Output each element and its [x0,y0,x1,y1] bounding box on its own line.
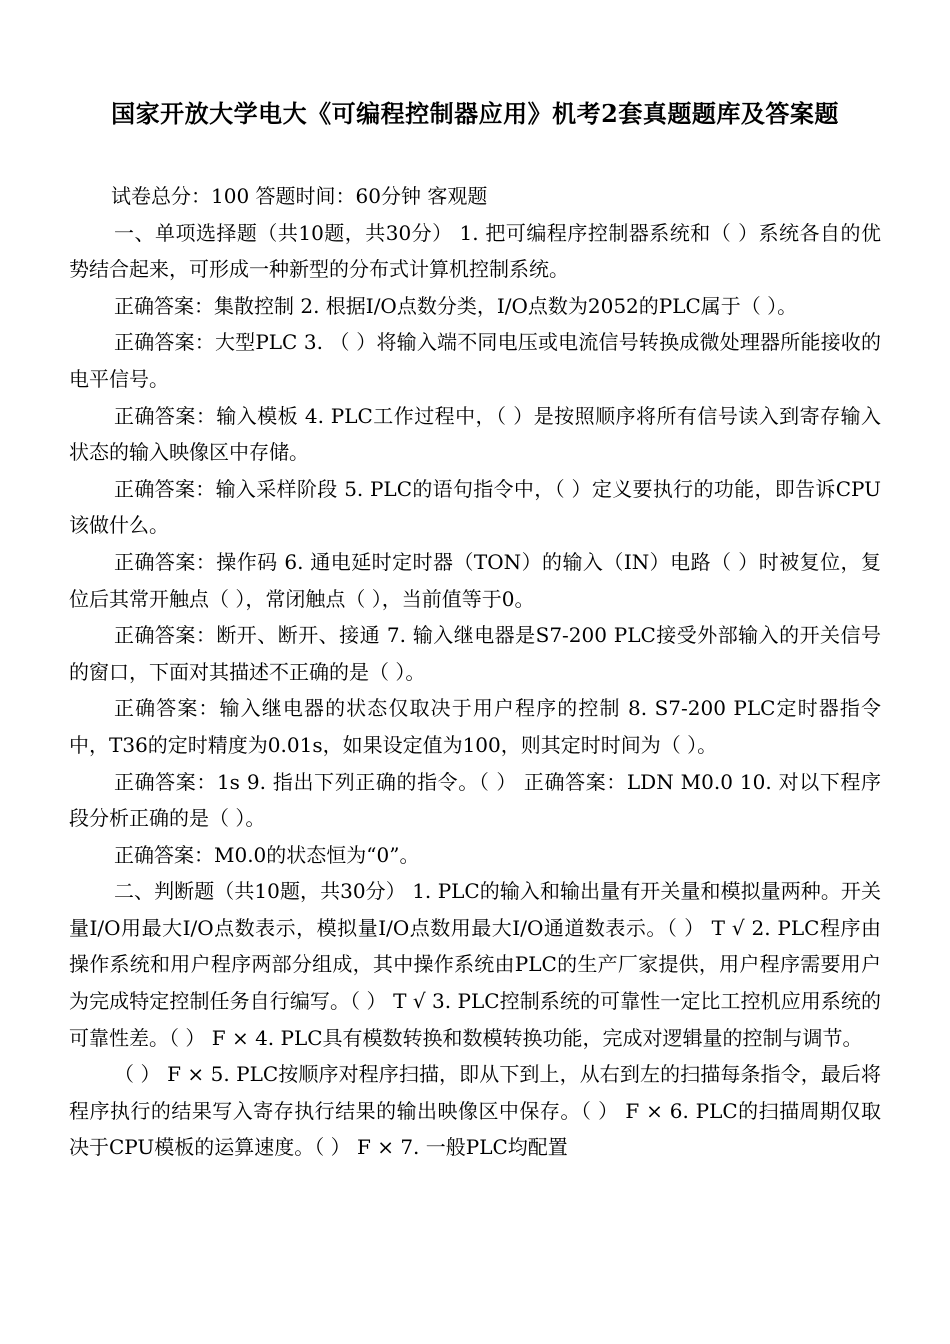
answer-paragraph: 正确答案：操作码 6. 通电延时定时器（TON）的输入（IN）电路（ ）时被复位，复位后其常开触点（ ），常闭触点（ ），当前值等于0。 [69,549,881,611]
document-title: 国家开放大学电大《可编程控制器应用》机考2套真题题库及答案题 [111,99,839,128]
document-body [69,178,881,1166]
single-choice-section-paragraph: 一、单项选择题（共10题，共30分） 1. 把可编程序控制器系统和（ ）系统各自的优势结合起来，可形成一种新型的分布式计算机控制系统。 [69,220,881,282]
answer-paragraph: 正确答案：断开、断开、接通 7. 输入继电器是S7-200 PLC接受外部输入的开关信号的窗口，下面对其描述不正确的是（ ）。 [69,623,881,684]
answer-paragraph: 正确答案：集散控制 2. 根据I/O点数分类，I/O点数为2052的PLC属于（ ）。 [114,293,798,318]
answer-paragraph: 正确答案：输入采样阶段 5. PLC的语句指令中，（ ）定义要执行的功能，即告诉CPU该做什么。 [69,476,881,538]
true-false-section-paragraph: 二、判断题（共10题，共30分） 1. PLC的输入和输出量有开关量和模拟量两种。开关量I/O用最大I/O点数表示，模拟量I/O点数用最大I/O通道数表示。（ ） T √ 2. PLC程序由操作系统和用户程序两部分组成，其中操作系统由PLC的生产厂家提供，用户程序需要用户为完成特定控制任务自行编写。（ ） T √ 3. PLC控制系统的可靠性一定比工控机应用系统的可靠性差。（ ） F × 4. PLC具有模数转换和数模转换功能，完成对逻辑量的控制与调节。 [69,879,881,1050]
answer-paragraph: 正确答案：大型PLC 3. （ ）将输入端不同电压或电流信号转换成微处理器所能接收的电平信号。 [69,330,881,391]
answer-paragraph: 正确答案：1s 9. 指出下列正确的指令。（ ） 正确答案：LDN M0.0 10. 对以下程序段分析正确的是（ ）。 [69,769,881,831]
true-false-continued-paragraph: （ ） F × 5. PLC按顺序对程序扫描，即从下到上，从右到左的扫描每条指令，最后将程序执行的结果写入寄存执行结果的输出映像区中保存。（ ） F × 6. PLC的扫描周期仅取决于CPU模板的运算速度。（ ） F × 7. 一般PLC均配置 [69,1062,881,1160]
answer-paragraph: 正确答案：M0.0的状态恒为“0”。 [114,842,420,867]
answer-paragraph: 正确答案：输入模板 4. PLC工作过程中，（ ）是按照顺序将所有信号读入到寄存输入状态的输入映像区中存储。 [69,403,881,465]
answer-paragraph: 正确答案：输入继电器的状态仅取决于用户程序的控制 8. S7-200 PLC定时器指令中，T36的定时精度为0.01s，如果设定值为100，则其定时时间为（ ）。 [69,696,881,757]
exam-info-paragraph: 试卷总分：100 答题时间：60分钟 客观题 [111,184,488,208]
